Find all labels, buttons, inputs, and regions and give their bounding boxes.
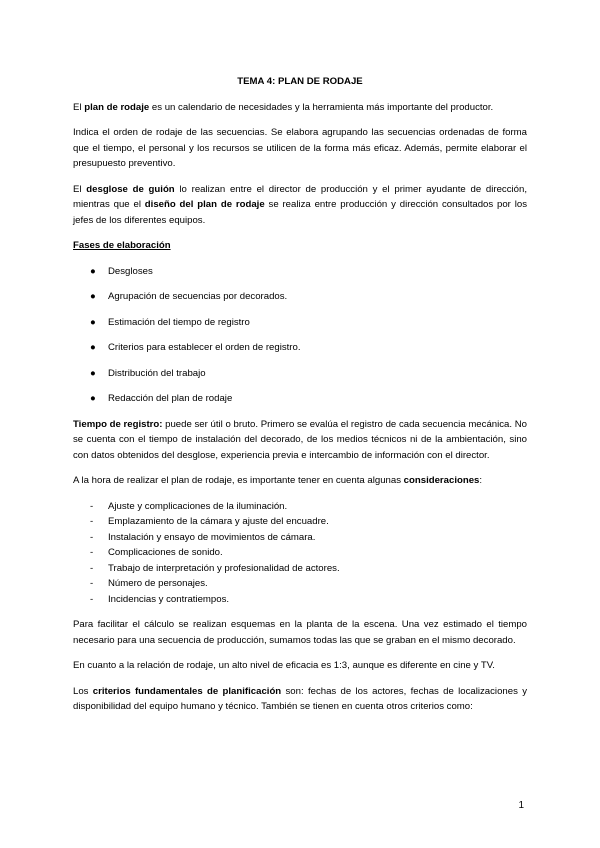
paragraph-plan-definition xyxy=(73,100,527,116)
list-item xyxy=(73,289,527,305)
list-item-text: Estimación del tiempo de registro xyxy=(108,316,250,328)
phases-list xyxy=(73,264,527,407)
text-span: lo realizan entre el director de producción y el primer ayudante de dirección, mientras que el xyxy=(73,183,527,210)
bold-term-tiempo-registro: Tiempo de registro: xyxy=(73,418,163,430)
bullet-icon: ● xyxy=(90,291,96,302)
section-heading-fases: Fases de elaboración xyxy=(73,240,171,251)
document-body xyxy=(73,74,527,725)
list-item xyxy=(73,576,527,592)
page-title: TEMA 4: PLAN DE RODAJE xyxy=(237,76,363,87)
list-item-text: Desgloses xyxy=(108,265,153,277)
text-span: se realiza entre producción y dirección consultados por los jefes de los diferentes equipos. xyxy=(73,199,527,226)
paragraph-calculo: Para facilitar el cálculo se realizan esquemas en la planta de la escena. Una vez estimado el tiempo necesario para una secuencia de producción, sumamos todas las que se graban en el mismo decorado. xyxy=(73,619,527,646)
text-span: puede ser útil o bruto. Primero se evalúa el registro de cada secuencia mecánica. No se cuenta con el tiempo de instalación del decorado, de los medios técnicos ni de la ambientación, sino con datos obtenidos del desglose, experiencia previa e intercambio de información con el director. xyxy=(73,418,527,461)
text-span: A la hora de realizar el plan de rodaje, es importante tener en cuenta algunas xyxy=(73,475,404,486)
list-item-text: Trabajo de interpretación y profesionalidad de actores. xyxy=(108,562,340,574)
text-span: es un calendario de necesidades y la herramienta más importante del productor. xyxy=(149,101,494,113)
list-item xyxy=(73,545,527,561)
list-item-text: Criterios para establecer el orden de registro. xyxy=(108,342,301,353)
text-span: El xyxy=(73,183,87,195)
list-item xyxy=(73,391,527,407)
dash-icon: - xyxy=(90,500,94,512)
list-item xyxy=(73,264,527,280)
bullet-icon: ● xyxy=(90,393,96,404)
list-item-text: Emplazamiento de la cámara y ajuste del encuadre. xyxy=(108,516,329,527)
dash-icon: - xyxy=(90,516,94,527)
bold-term-plan-de-rodaje: plan de rodaje xyxy=(84,101,150,113)
list-item-text: Instalación y ensayo de movimientos de cámara. xyxy=(108,531,316,543)
bold-term-desglose: desglose de guión xyxy=(86,183,175,195)
paragraph-orden-rodaje: Indica el orden de rodaje de las secuencias. Se elabora agrupando las secuencias ordenadas de forma que el tiempo, el personal y los recursos se utilicen de la forma más eficaz. Además, permite elaborar el presupuesto preventivo. xyxy=(73,127,527,169)
bullet-icon: ● xyxy=(90,316,96,328)
list-item-text: Complicaciones de sonido. xyxy=(108,547,223,558)
list-item-text: Número de personajes. xyxy=(108,578,208,589)
bullet-icon: ● xyxy=(90,342,96,353)
list-item xyxy=(73,592,527,608)
text-span: El xyxy=(73,101,85,113)
paragraph-criterios xyxy=(73,684,527,715)
considerations-list xyxy=(73,499,527,608)
list-item-text: Agrupación de secuencias por decorados. xyxy=(108,291,288,302)
list-item-text: Redacción del plan de rodaje xyxy=(108,393,233,404)
bullet-icon: ● xyxy=(90,367,96,379)
bold-term-criterios: criterios fundamentales de planificación xyxy=(92,685,282,697)
bullet-icon: ● xyxy=(90,265,96,277)
paragraph-relacion-rodaje: En cuanto a la relación de rodaje, un alto nivel de eficacia es 1:3, aunque es diferente en cine y TV. xyxy=(73,660,495,671)
list-item-text: Ajuste y complicaciones de la iluminación. xyxy=(108,500,288,512)
list-item xyxy=(73,499,527,515)
paragraph-tiempo-registro xyxy=(73,417,527,464)
paragraph-desglose xyxy=(73,182,527,229)
text-span: Los xyxy=(73,685,93,697)
list-item xyxy=(73,514,527,530)
bold-term-diseno: diseño del plan de rodaje xyxy=(144,199,265,210)
bold-term-consideraciones: consideraciones xyxy=(403,475,480,486)
list-item xyxy=(73,340,527,356)
dash-icon: - xyxy=(90,531,94,543)
dash-icon: - xyxy=(90,562,94,574)
list-item xyxy=(73,315,527,331)
list-item xyxy=(73,366,527,382)
dash-icon: - xyxy=(90,547,94,558)
dash-icon: - xyxy=(90,578,94,589)
list-item-text: Distribución del trabajo xyxy=(108,367,206,379)
page-number: 1 xyxy=(518,800,524,811)
paragraph-consideraciones xyxy=(73,473,527,489)
dash-icon: - xyxy=(90,593,94,605)
text-span: son: fechas de los actores, fechas de localizaciones y disponibilidad del equipo humano y técnico. También se tienen en cuenta otros criterios como: xyxy=(73,685,527,712)
list-item xyxy=(73,530,527,546)
list-item-text: Incidencias y contratiempos. xyxy=(108,593,230,605)
list-item xyxy=(73,561,527,577)
text-span: : xyxy=(479,475,483,486)
